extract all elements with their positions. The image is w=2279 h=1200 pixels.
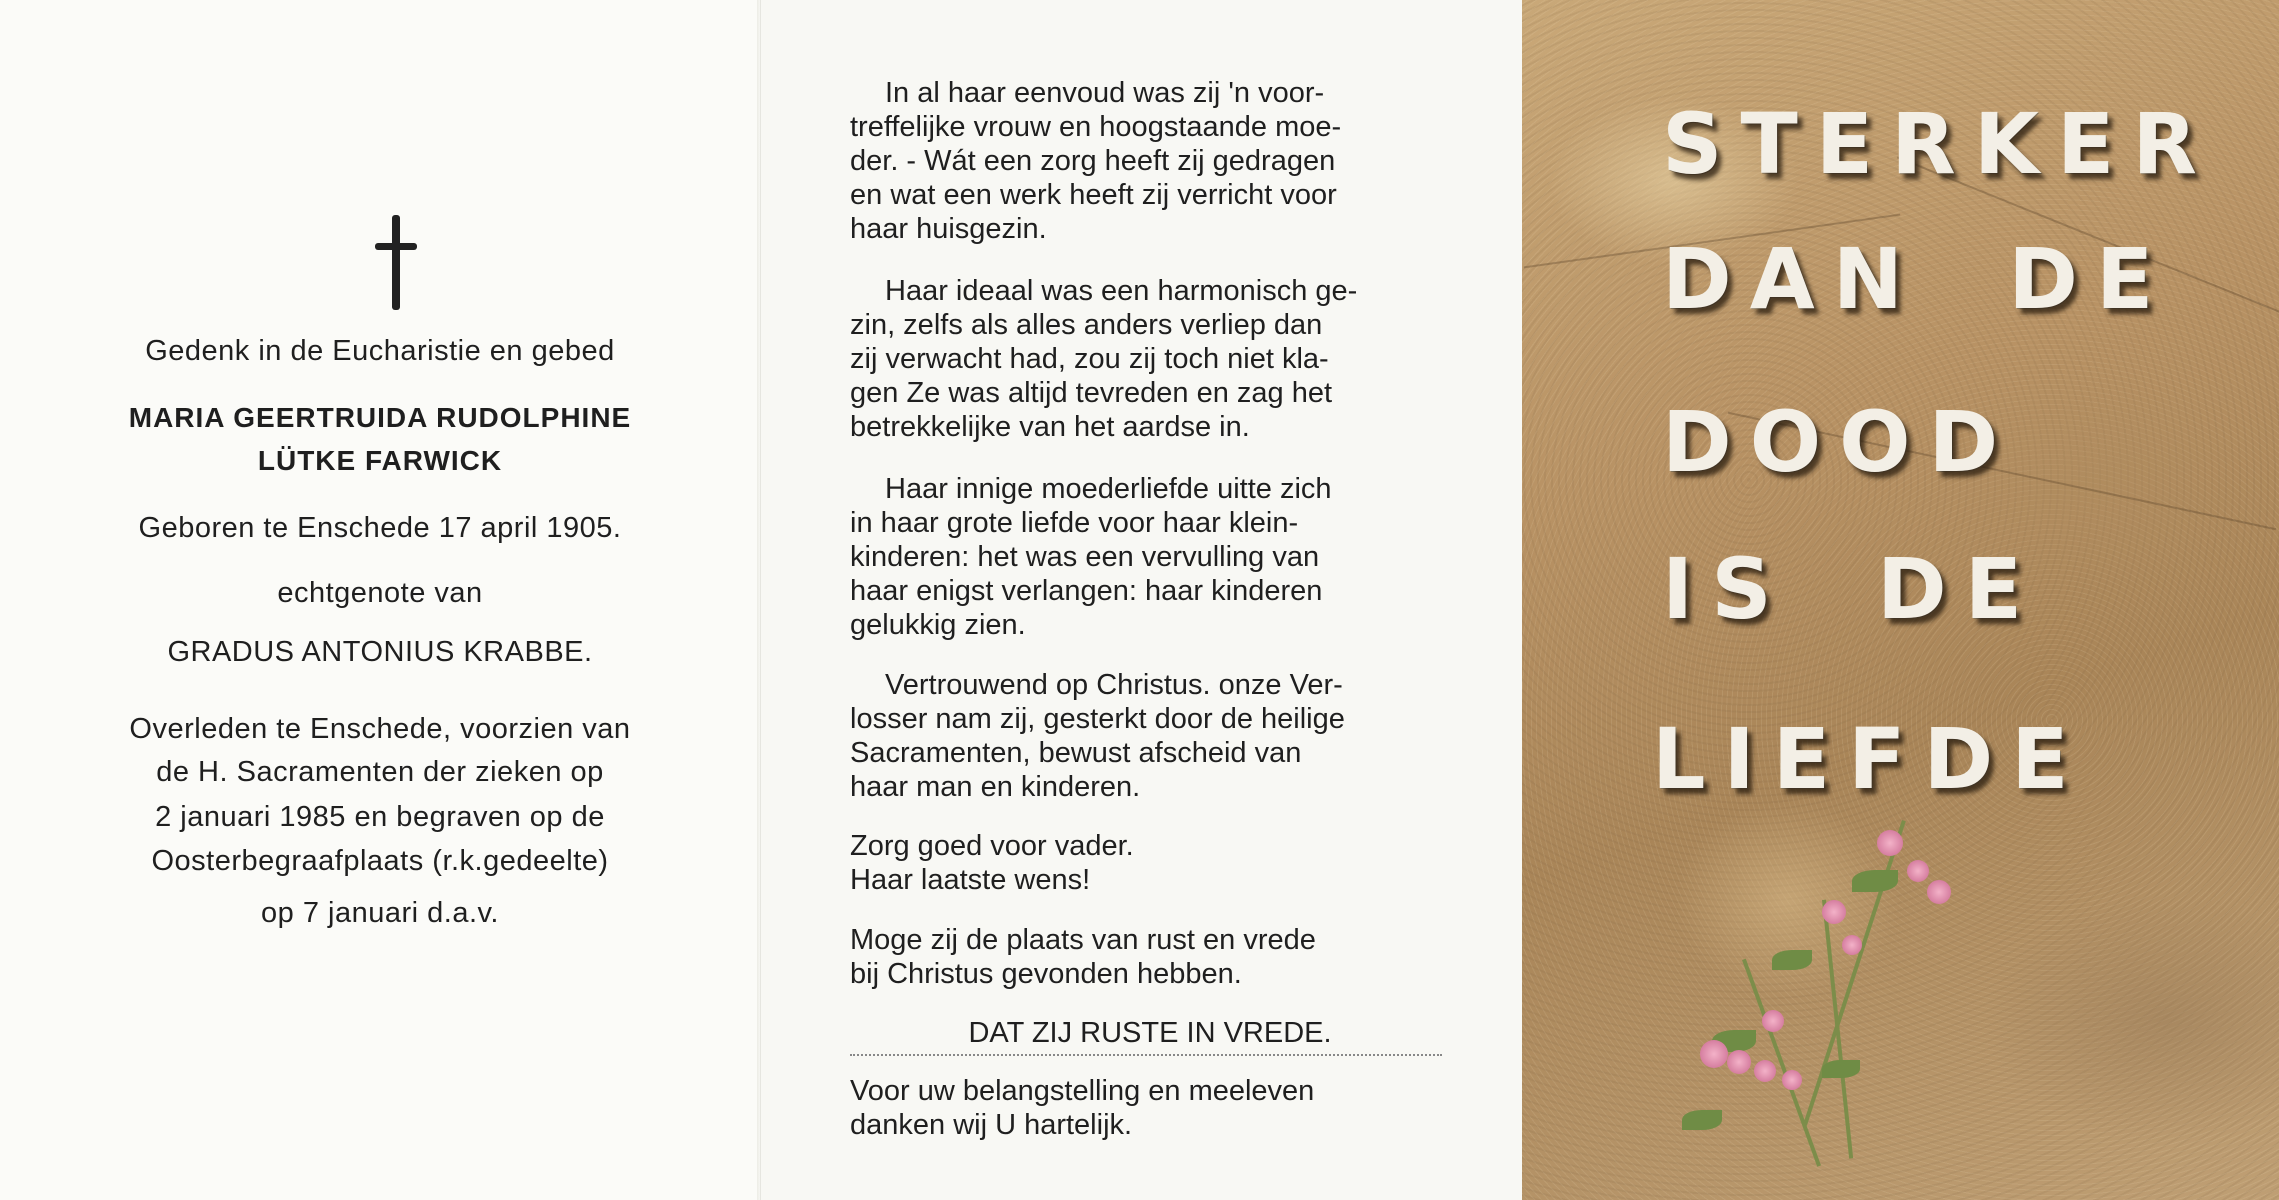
- spouse-intro: echtgenote van: [277, 577, 483, 609]
- left-panel: [0, 0, 760, 1200]
- text-line: Haar laatste wens!: [850, 864, 1091, 896]
- text-line: Moge zij de plaats van rust en vrede: [850, 924, 1316, 956]
- text-line: haar man en kinderen.: [850, 771, 1141, 803]
- text-line: treffelijke vrouw en hoogstaande moe-: [850, 111, 1342, 143]
- text-line: In al haar eenvoud was zij 'n voor-: [885, 77, 1325, 109]
- stone-word: IS DE: [1662, 540, 2041, 638]
- paragraph-3: [850, 472, 1450, 642]
- text-line: betrekkelijke van het aardse in.: [850, 411, 1250, 443]
- text-line: in haar grote liefde voor haar klein-: [850, 507, 1299, 539]
- text-line: Sacramenten, bewust afscheid van: [850, 737, 1302, 769]
- stone-word: STERKER: [1662, 95, 2216, 193]
- spouse-name: GRADUS ANTONIUS KRABBE.: [167, 636, 593, 668]
- paragraph-5: [850, 829, 1450, 897]
- text-line: haar huisgezin.: [850, 213, 1047, 245]
- text-line: Haar innige moederliefde uitte zich: [885, 473, 1332, 505]
- text-line: Vertrouwend op Christus. onze Ver-: [885, 669, 1343, 701]
- stone-word: DOOD: [1662, 393, 2017, 491]
- death-line: de H. Sacramenten der zieken op: [156, 756, 604, 788]
- text-line: losser nam zij, gesterkt door de heilige: [850, 703, 1345, 735]
- thanks-text: [850, 1074, 1450, 1142]
- stone-word: LIEFDE: [1652, 710, 2087, 808]
- text-line: gen Ze was altijd tevreden en zag het: [850, 377, 1333, 409]
- dotted-divider: [850, 1054, 1442, 1056]
- death-line: Overleden te Enschede, voorzien van: [129, 713, 631, 745]
- text-line: kinderen: het was een vervulling van: [850, 541, 1320, 573]
- stone-wall-image: [1522, 0, 2279, 1200]
- text-line: der. - Wát een zorg heeft zij gedragen: [850, 145, 1336, 177]
- dedication: Gedenk in de Eucharistie en gebed: [145, 335, 615, 367]
- death-line: op 7 januari d.a.v.: [261, 897, 499, 929]
- death-line: 2 januari 1985 en begraven op de: [155, 801, 605, 833]
- paragraph-6: [850, 923, 1450, 991]
- text-line: Zorg goed voor vader.: [850, 830, 1134, 862]
- text-line: haar enigst verlangen: haar kinderen: [850, 575, 1323, 607]
- cross-icon: [375, 215, 417, 310]
- text-line: en wat een werk heeft zij verricht voor: [850, 179, 1337, 211]
- closing-text: DAT ZIJ RUSTE IN VREDE.: [968, 1017, 1332, 1049]
- death-line: Oosterbegraafplaats (r.k.gedeelte): [151, 845, 609, 877]
- paragraph-2: [850, 274, 1450, 444]
- paragraph-1: [850, 76, 1450, 246]
- birth-text: Geboren te Enschede 17 april 1905.: [138, 512, 622, 544]
- text-line: zin, zelfs als alles anders verliep dan: [850, 309, 1323, 341]
- text-line: zij verwacht had, zou zij toch niet kla-: [850, 343, 1329, 375]
- paragraph-4: [850, 668, 1450, 804]
- deceased-name-line1: MARIA GEERTRUIDA RUDOLPHINE: [128, 402, 632, 433]
- text-line: Voor uw belangstelling en meeleven: [850, 1075, 1315, 1107]
- deceased-name-line2: LÜTKE FARWICK: [257, 445, 503, 476]
- text-line: danken wij U hartelijk.: [850, 1109, 1133, 1141]
- text-line: gelukkig zien.: [850, 609, 1026, 641]
- text-line: bij Christus gevonden hebben.: [850, 958, 1242, 990]
- text-line: Haar ideaal was een harmonisch ge-: [885, 275, 1358, 307]
- stone-word: DAN DE: [1662, 230, 2172, 328]
